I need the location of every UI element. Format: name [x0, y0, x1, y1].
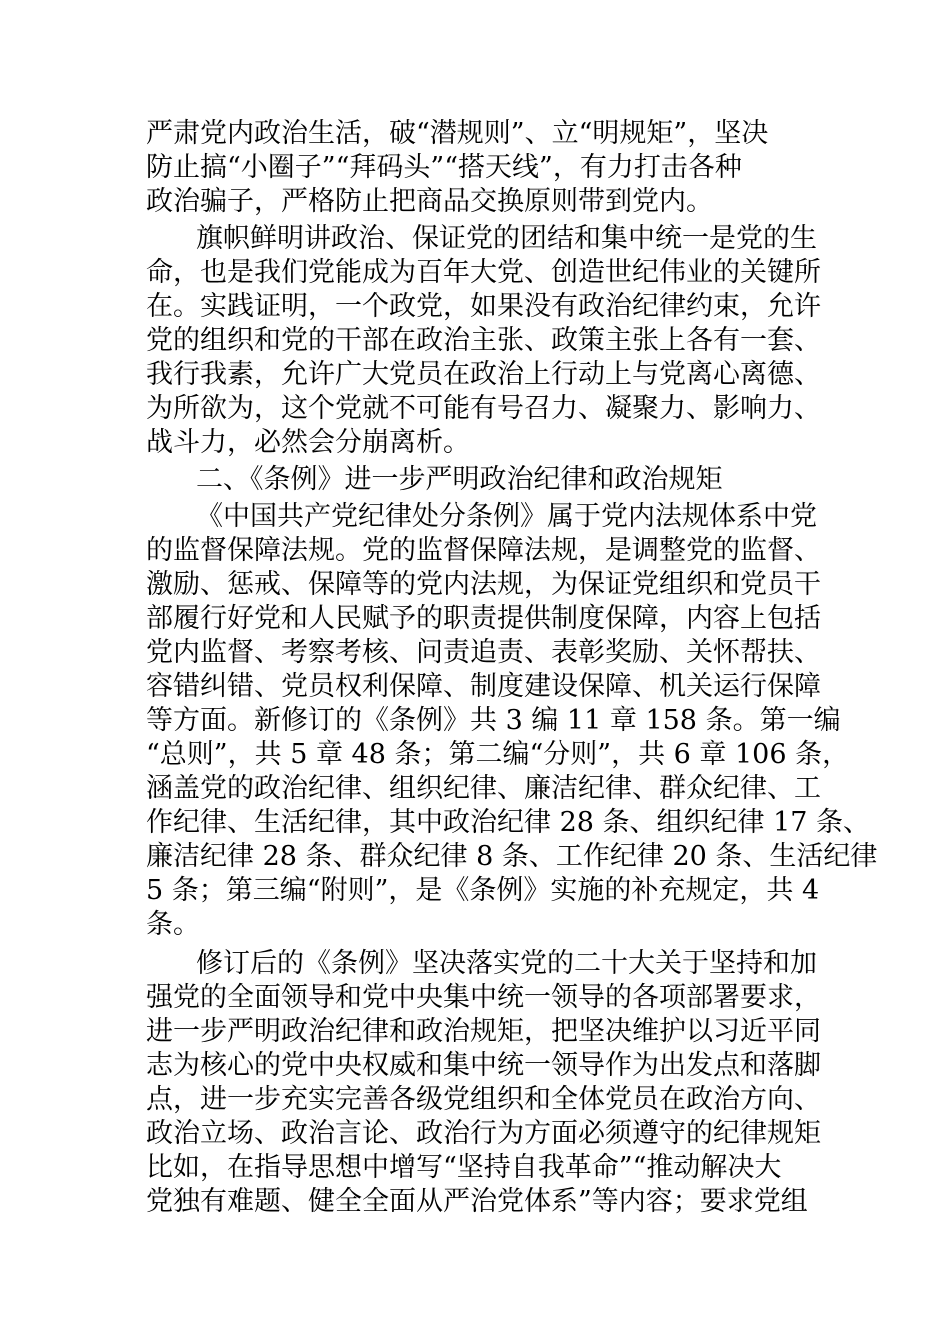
text-line: 点，进一步充实完善各级党组织和全体党员在政治方向、: [146, 1084, 821, 1115]
text-line: 容错纠错、党员权利保障、制度建设保障、机关运行保障: [146, 671, 821, 702]
text-line: 激励、惩戒、保障等的党内法规，为保证党组织和党员干: [146, 569, 821, 600]
text-line: 我行我素，允许广大党员在政治上行动上与党离心离德、: [146, 359, 821, 390]
text-line: 党独有难题、健全全面从严治党体系”等内容；要求党组: [146, 1186, 808, 1217]
text-line: 党的组织和党的干部在政治主张、政策主张上各有一套、: [146, 325, 821, 356]
paragraph-first-line: 《中国共产党纪律处分条例》属于党内法规体系中党: [196, 501, 817, 532]
text-line: 命，也是我们党能成为百年大党、创造世纪伟业的关键所: [146, 257, 821, 288]
text-line: 的监督保障法规。党的监督保障法规，是调整党的监督、: [146, 535, 821, 566]
text-line: 比如，在指导思想中增写“坚持自我革命”“推动解决大: [146, 1152, 782, 1183]
text-line: 条。: [146, 909, 200, 940]
paragraph-first-line: 修订后的《条例》坚决落实党的二十大关于坚持和加: [196, 948, 817, 979]
text-line: “总则”，共 5 章 48 条；第二编“分则”，共 6 章 106 条，: [146, 739, 850, 770]
text-line: 等方面。新修订的《条例》共 3 编 11 章 158 条。第一编: [146, 705, 841, 736]
text-line: 严肃党内政治生活，破“潜规则”、立“明规矩”，坚决: [146, 118, 769, 149]
text-line: 在。实践证明，一个政党，如果没有政治纪律约束，允许: [146, 291, 821, 322]
text-line: 志为核心的党中央权威和集中统一领导作为出发点和落脚: [146, 1050, 821, 1081]
text-line: 廉洁纪律 28 条、群众纪律 8 条、工作纪律 20 条、生活纪律: [146, 841, 878, 872]
section-heading: 二、《条例》进一步严明政治纪律和政治规矩: [196, 464, 723, 495]
text-line: 政治骗子，严格防止把商品交换原则带到党内。: [146, 186, 713, 217]
text-line: 战斗力，必然会分崩离析。: [146, 427, 470, 458]
paragraph-first-line: 旗帜鲜明讲政治、保证党的团结和集中统一是党的生: [196, 223, 817, 254]
text-line: 为所欲为，这个党就不可能有号召力、凝聚力、影响力、: [146, 393, 821, 424]
text-line: 强党的全面领导和党中央集中统一领导的各项部署要求，: [146, 982, 821, 1013]
text-line: 进一步严明政治纪律和政治规矩，把坚决维护以习近平同: [146, 1016, 821, 1047]
text-line: 党内监督、考察考核、问责追责、表彰奖励、关怀帮扶、: [146, 637, 821, 668]
text-line: 作纪律、生活纪律，其中政治纪律 28 条、组织纪律 17 条、: [146, 807, 871, 838]
text-line: 5 条；第三编“附则”，是《条例》实施的补充规定，共 4: [146, 875, 820, 906]
text-line: 部履行好党和人民赋予的职责提供制度保障，内容上包括: [146, 603, 821, 634]
text-line: 涵盖党的政治纪律、组织纪律、廉洁纪律、群众纪律、工: [146, 773, 821, 804]
text-line: 防止搞“小圈子”“拜码头”“搭天线”，有力打击各种: [146, 152, 742, 183]
text-line: 政治立场、政治言论、政治行为方面必须遵守的纪律规矩: [146, 1118, 821, 1149]
